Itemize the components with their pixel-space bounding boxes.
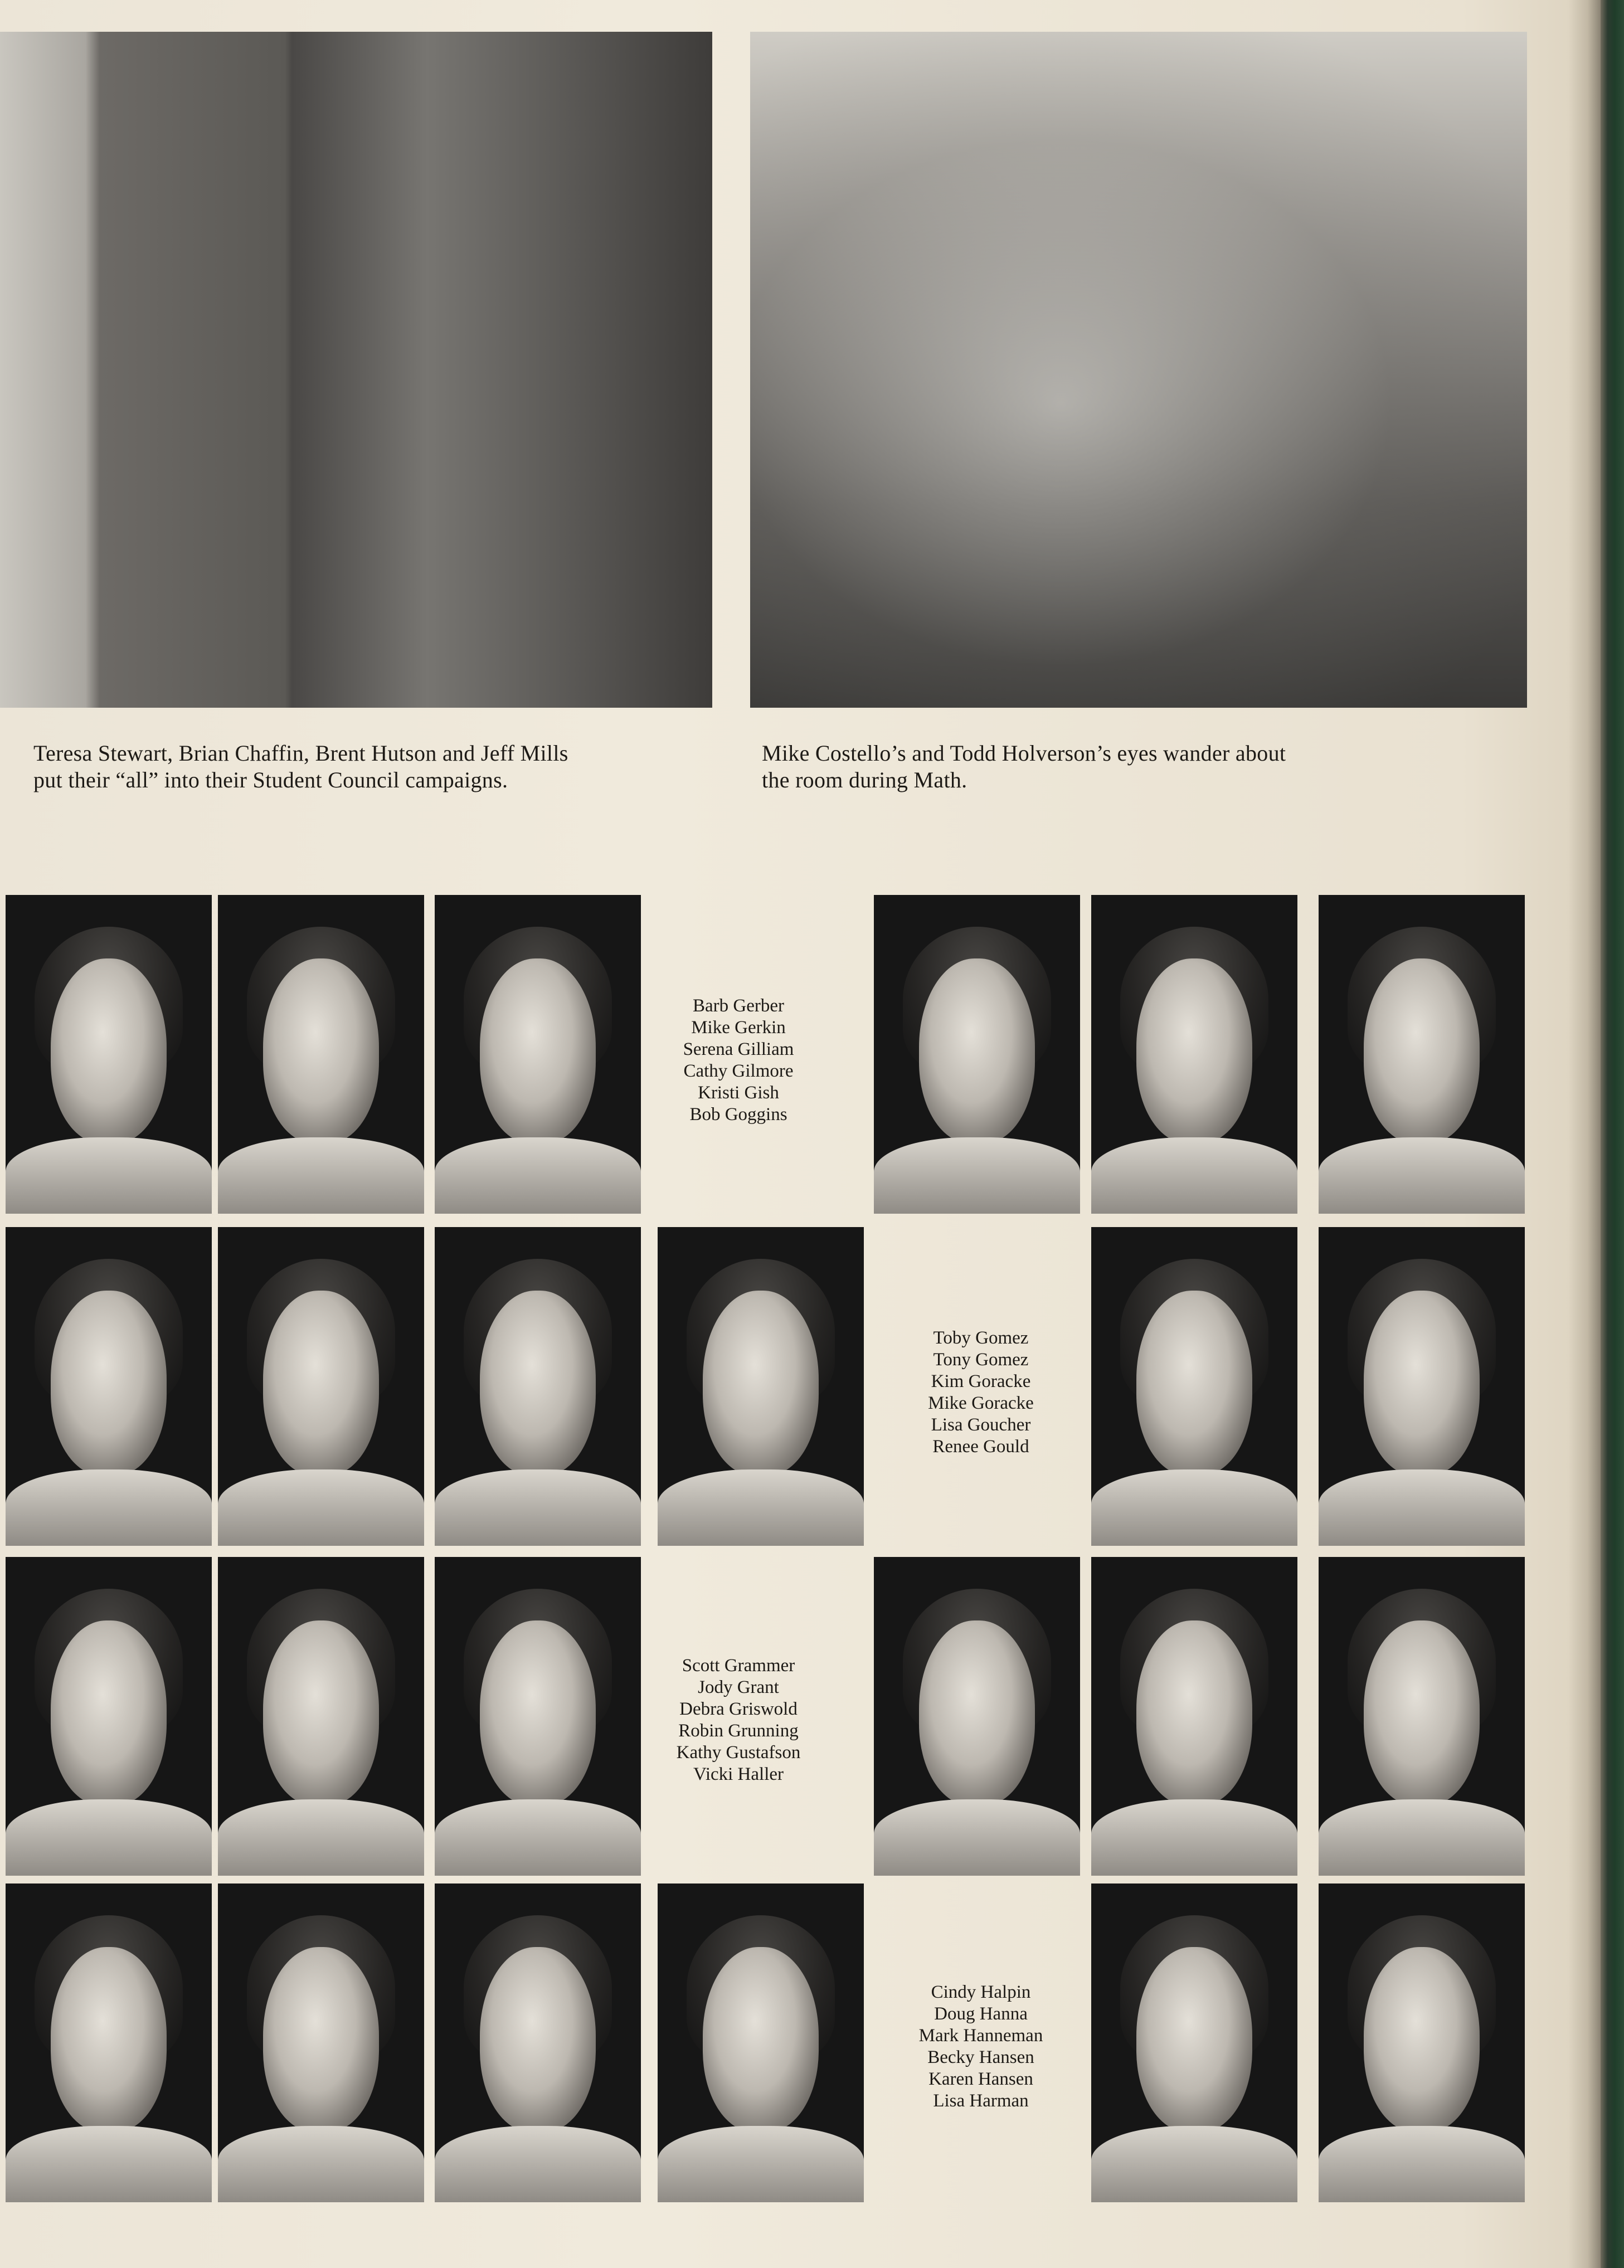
student-name: Mike Gerkin [691,1018,786,1038]
caption-line: put their “all” into their Student Council campaigns. [33,767,508,792]
student-council-photo [0,32,712,708]
portrait-photo [874,1557,1080,1876]
portrait-photo [218,1883,424,2202]
caption-student-council [33,740,568,794]
portrait-photo [218,1557,424,1876]
page-gutter-shadow [1568,0,1601,2268]
student-name: Doug Hanna [934,2004,1028,2024]
portrait-photo [435,1883,641,2202]
portrait-photo [6,1883,212,2202]
portrait-photo [435,895,641,1214]
name-list [886,1327,1076,1458]
portrait-photo [658,1883,864,2202]
name-list [644,995,833,1126]
portrait-photo [1091,1227,1297,1546]
student-name: Jody Grant [698,1677,779,1697]
portrait-photo [874,895,1080,1214]
student-name: Kristi Gish [698,1083,779,1103]
student-name: Bob Goggins [689,1104,787,1125]
portrait-photo [1091,1883,1297,2202]
student-name: Becky Hansen [927,2047,1034,2067]
caption-math-class [762,740,1286,794]
book-binding [1601,0,1624,2268]
caption-line: Teresa Stewart, Brian Chaffin, Brent Hutson and Jeff Mills [33,741,568,766]
student-name: Tony Gomez [933,1350,1029,1370]
student-name: Lisa Goucher [931,1415,1031,1435]
student-name: Vicki Haller [693,1764,784,1784]
student-name: Scott Grammer [682,1656,795,1676]
name-list [886,1982,1076,2112]
student-name: Renee Gould [932,1437,1029,1457]
portrait-photo [658,1227,864,1546]
name-list [644,1655,833,1785]
student-name: Debra Griswold [679,1699,798,1719]
portrait-photo [218,895,424,1214]
student-name: Serena Gilliam [683,1039,794,1059]
portrait-photo [1319,895,1525,1214]
student-name: Cindy Halpin [931,1982,1031,2002]
portrait-photo [1091,895,1297,1214]
portrait-photo [6,1557,212,1876]
caption-line: the room during Math. [762,767,967,792]
student-name: Mike Goracke [928,1393,1034,1413]
student-name: Barb Gerber [692,996,784,1016]
portrait-photo [1091,1557,1297,1876]
student-name: Lisa Harman [933,2091,1029,2111]
student-name: Cathy Gilmore [683,1061,794,1081]
portrait-photo [435,1557,641,1876]
student-name: Robin Grunning [678,1721,799,1741]
math-class-photo [750,32,1527,708]
portrait-photo [435,1227,641,1546]
portrait-photo [1319,1883,1525,2202]
portrait-photo [1319,1557,1525,1876]
student-name: Karen Hansen [928,2069,1033,2089]
portrait-photo [1319,1227,1525,1546]
student-name: Kim Goracke [931,1371,1031,1391]
caption-line: Mike Costello’s and Todd Holverson’s eyes wander about [762,741,1286,766]
portrait-photo [218,1227,424,1546]
portrait-photo [6,1227,212,1546]
portrait-photo [6,895,212,1214]
student-name: Mark Hanneman [918,2026,1043,2046]
student-name: Toby Gomez [933,1328,1029,1348]
student-name: Kathy Gustafson [676,1743,801,1763]
